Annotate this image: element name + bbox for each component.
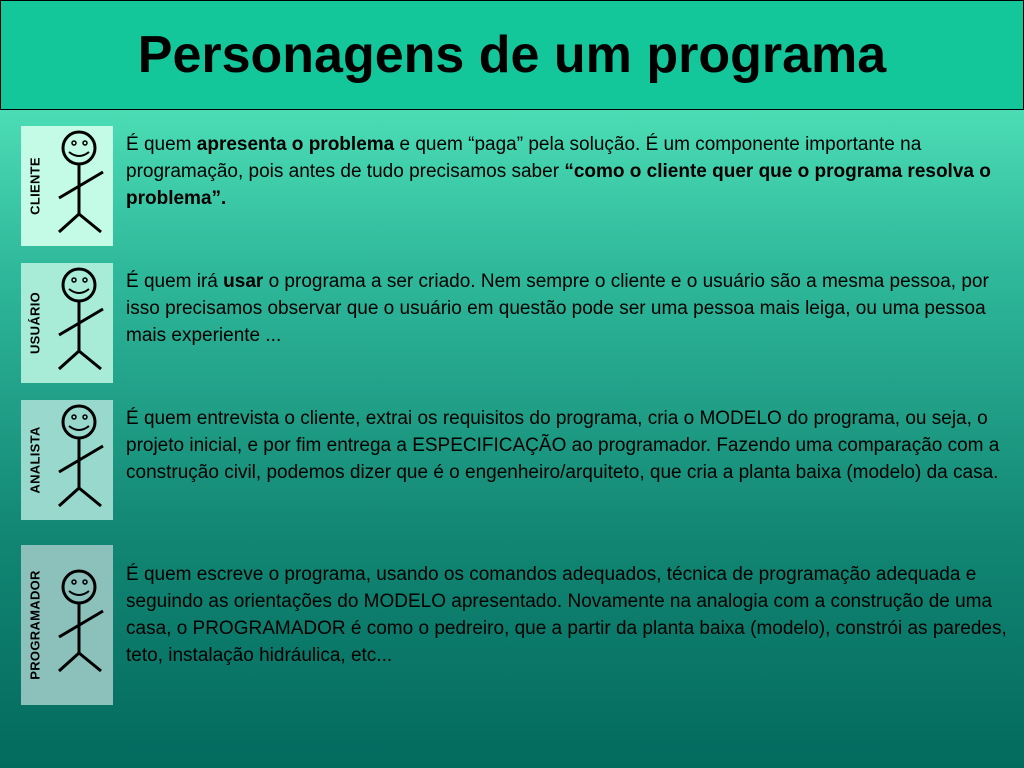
figure-box <box>49 545 113 705</box>
role-card-usuario <box>21 263 113 383</box>
description-text: É quem <box>126 134 197 155</box>
role-card-analista <box>21 400 113 520</box>
role-card-cliente <box>21 126 113 246</box>
role-label: CLIENTE <box>27 157 43 215</box>
role-label-box <box>21 545 49 705</box>
description-text: É quem entrevista o cliente, extrai os requisitos do programa, cria o MODELO do programa, ou seja, o projeto inicial, e por fim entrega a ESPECIFICAÇÃO ao programador. Fazendo uma comparação com a construção civil, podemos dizer que é o engenheiro/arquiteto, que cria a planta baixa (modelo) da casa. <box>126 408 1000 483</box>
role-label-box <box>21 126 49 246</box>
stick-figure-icon <box>49 545 113 705</box>
stick-figure-icon <box>49 263 113 383</box>
role-label-box <box>21 400 49 520</box>
figure-box <box>49 263 113 383</box>
role-label-box <box>21 263 49 383</box>
role-description-analista <box>126 405 1010 486</box>
description-text: e quem “paga” pela solução. É um componente importante na programação, pois antes de tudo precisamos saber <box>126 134 922 182</box>
stick-figure-icon <box>49 400 113 520</box>
role-card-programador <box>21 545 113 705</box>
role-label: ANALISTA <box>27 426 43 494</box>
description-bold-text: “como o cliente quer que o programa resolva o problema”. <box>126 161 991 209</box>
role-label: USUÁRIO <box>27 291 43 355</box>
role-description-programador <box>126 561 1010 669</box>
figure-box <box>49 400 113 520</box>
role-description-cliente <box>126 131 1010 212</box>
stick-figure-icon <box>49 126 113 246</box>
slide-title: Personagens de um programa <box>137 26 887 84</box>
figure-box <box>49 126 113 246</box>
description-bold-text: usar <box>223 271 264 292</box>
description-text: É quem irá <box>126 271 224 292</box>
role-label: PROGRAMADOR <box>27 570 43 680</box>
role-description-usuario <box>126 268 1010 349</box>
description-text: É quem escreve o programa, usando os comandos adequados, técnica de programação adequada e seguindo as orientações do MODELO apresentado. Novamente na analogia com a construção de uma casa, o PROGRAMADOR é como o pedreiro, que a partir da planta baixa (modelo), constrói as paredes, teto, instalação hidráulica, etc... <box>126 564 1007 666</box>
description-bold-text: apresenta o problema <box>196 134 395 155</box>
title-bar <box>0 0 1024 110</box>
description-text: o programa a ser criado. Nem sempre o cliente e o usuário são a mesma pessoa, por isso precisamos observar que o usuário em questão pode ser uma pessoa mais leiga, ou uma pessoa mais experiente ... <box>126 271 989 346</box>
